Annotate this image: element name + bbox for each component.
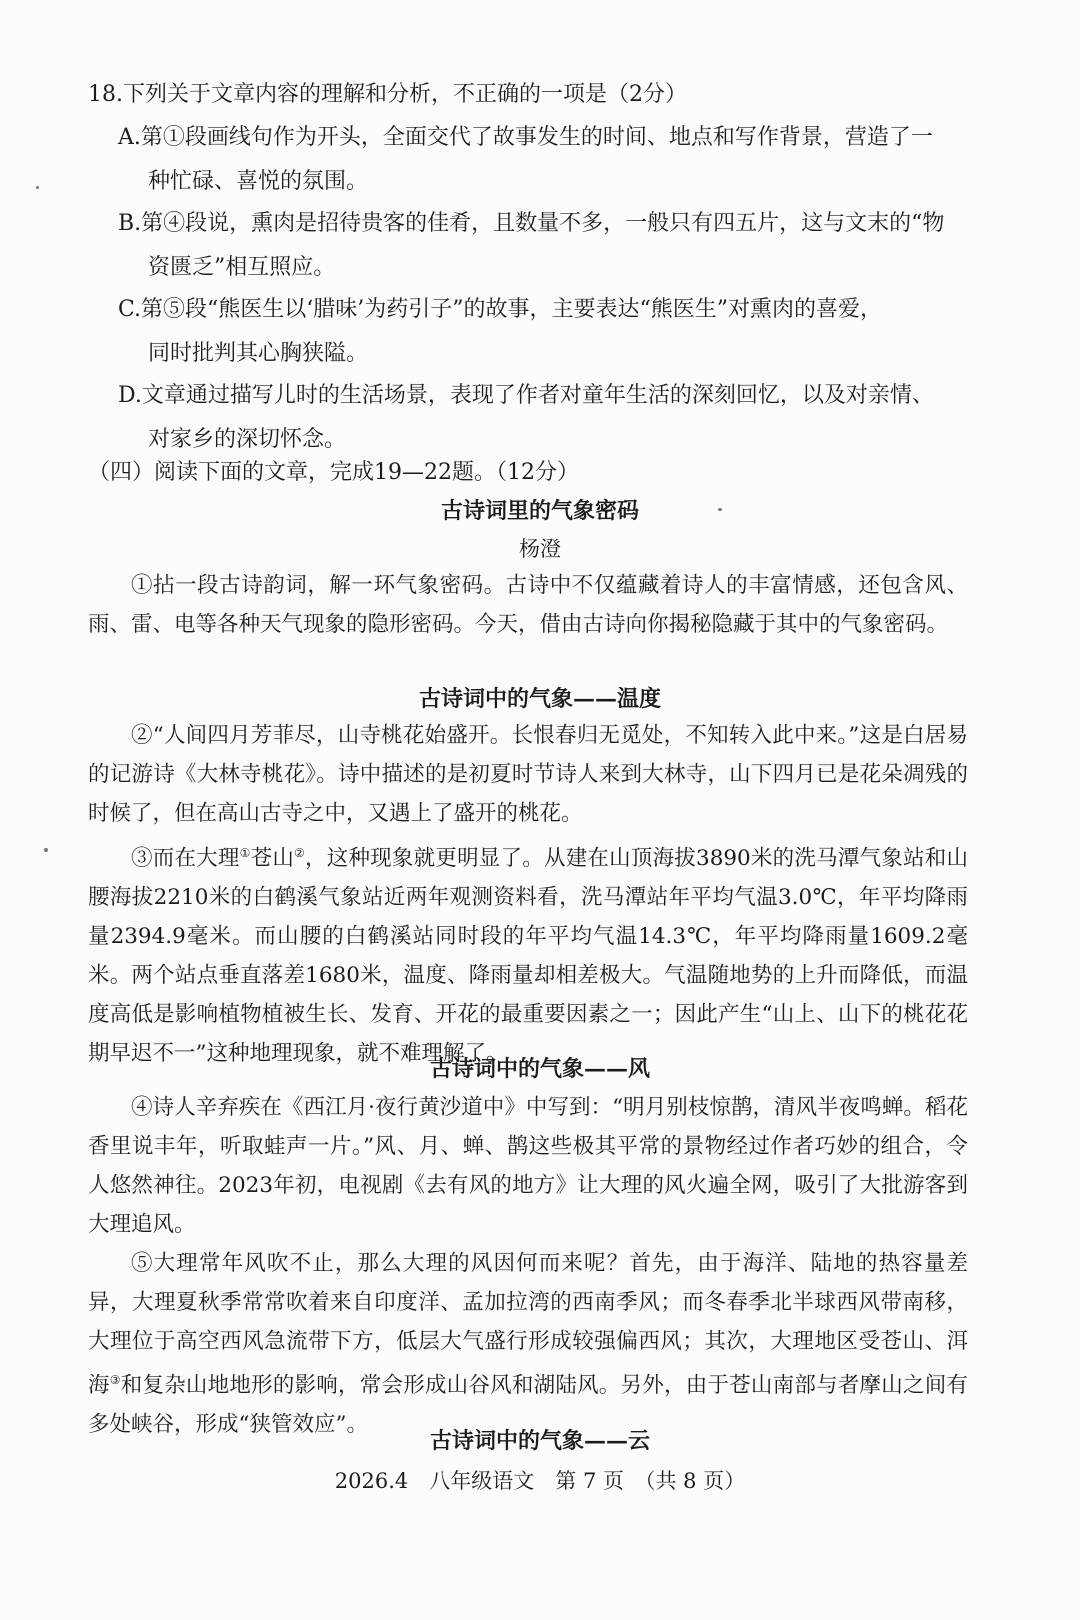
question-18-stem: 18.下列关于文章内容的理解和分析，不正确的一项是（2分） [88, 82, 687, 107]
footnote-mark-1: ① [239, 846, 251, 860]
option-c-line2: 同时批判其心胸狭隘。 [148, 341, 369, 366]
scan-speck [44, 848, 48, 852]
option-a-line2: 种忙碌、喜悦的氛围。 [148, 169, 369, 194]
option-a [118, 116, 998, 204]
paragraph-3-part-a: ③而在大理 [131, 846, 240, 872]
paragraph-1: ①拈一段古诗韵词，解一环气象密码。古诗中不仅蕴藏着诗人的丰富情感，还包含风、雨、雷、电等各种天气现象的隐形密码。今天，借由古诗向你揭秘隐藏于其中的气象密码。 [88, 573, 968, 637]
paragraph-3-part-b: 苍山 [250, 846, 295, 872]
footnote-mark-3: ③ [109, 1373, 121, 1387]
option-d-line1: D.文章通过描写儿时的生活场景，表现了作者对童年生活的深刻回忆，以及对亲情、 [118, 383, 934, 408]
option-b [118, 202, 998, 290]
option-c-line1: C.第⑤段“熊医生以‘腊味’为药引子”的故事，主要表达“熊医生”对熏肉的喜爱， [118, 297, 883, 322]
option-a-line1: A.第①段画线句作为开头，全面交代了故事发生的时间、地点和写作背景，营造了一 [118, 125, 933, 150]
scan-speck [718, 508, 722, 511]
article-author: 杨澄 [519, 537, 561, 561]
paragraph-5-part-b: 和复杂山地地形的影响，常会形成山谷风和湖陆风。另外，由于苍山南部与者摩山之间有多处峡谷，形成“狭管效应”。 [88, 1373, 968, 1438]
option-b-line2: 资匮乏”相互照应。 [148, 255, 336, 280]
paragraph-5 [88, 1244, 968, 1444]
subheading-wind: 古诗词中的气象——风 [429, 1056, 650, 1082]
footnote-mark-2: ② [294, 846, 306, 860]
paragraph-4: ④诗人辛弃疾在《西江月·夜行黄沙道中》中写到：“明月别枝惊鹊，清风半夜鸣蝉。稻花香里说丰年，听取蛙声一片。”风、月、蝉、鹊这些极其平常的景物经过作者巧妙的组合，令人悠然神往。2023年初，电视剧《去有风的地方》让大理的风火遍全网，吸引了大批游客到大理追风。 [88, 1095, 968, 1237]
subheading-temperature: 古诗词中的气象——温度 [418, 686, 661, 712]
section-four-heading: （四）阅读下面的文章，完成19—22题。（12分） [88, 460, 579, 485]
page-footer: 2026.4 八年级语文 第 7 页 （共 8 页） [334, 1469, 746, 1493]
article-title: 古诗词里的气象密码 [440, 498, 639, 524]
option-b-line1: B.第④段说，熏肉是招待贵客的佳肴，且数量不多，一般只有四五片，这与文末的“物 [118, 211, 945, 236]
scan-speck [36, 186, 39, 189]
paragraph-3 [88, 834, 968, 1073]
subheading-cloud: 古诗词中的气象——云 [429, 1428, 650, 1454]
option-d [118, 374, 998, 462]
option-c [118, 288, 998, 376]
option-d-line2: 对家乡的深切怀念。 [148, 427, 347, 452]
paragraph-2: ②“人间四月芳菲尽，山寺桃花始盛开。长恨春归无觅处，不知转入此中来。”这是白居易的记游诗《大林寺桃花》。诗中描述的是初夏时节诗人来到大林寺，山下四月已是花朵凋残的时候了，但在高山古寺之中，又遇上了盛开的桃花。 [88, 723, 968, 826]
paragraph-3-part-c: ，这种现象就更明显了。从建在山顶海拔3890米的洗马潭气象站和山腰海拔2210米的白鹤溪气象站近两年观测资料看，洗马潭站年平均气温3.0℃，年平均降雨量2394.9毫米。而山腰的白鹤溪站同时段的年平均气温14.3℃，年平均降雨量1609.2毫米。两个站点垂直落差1680米，温度、降雨量却相差极大。气温随地势的上升而降低，而温度高低是影响植物植被生长、发育、开花的最重要因素之一；因此产生“山上、山下的桃花花期早迟不一”这种地理现象，就不难理解了。 [88, 846, 968, 1067]
paragraph-5-part-a: ⑤大理常年风吹不止，那么大理的风因何而来呢？首先，由于海洋、陆地的热容量差异，大理夏秋季常常吹着来自印度洋、孟加拉湾的西南季风；而冬春季北半球西风带南移，大理位于高空西风急流带下方，低层大气盛行形成较强偏西风；其次，大理地区受苍山、洱海 [88, 1251, 968, 1399]
